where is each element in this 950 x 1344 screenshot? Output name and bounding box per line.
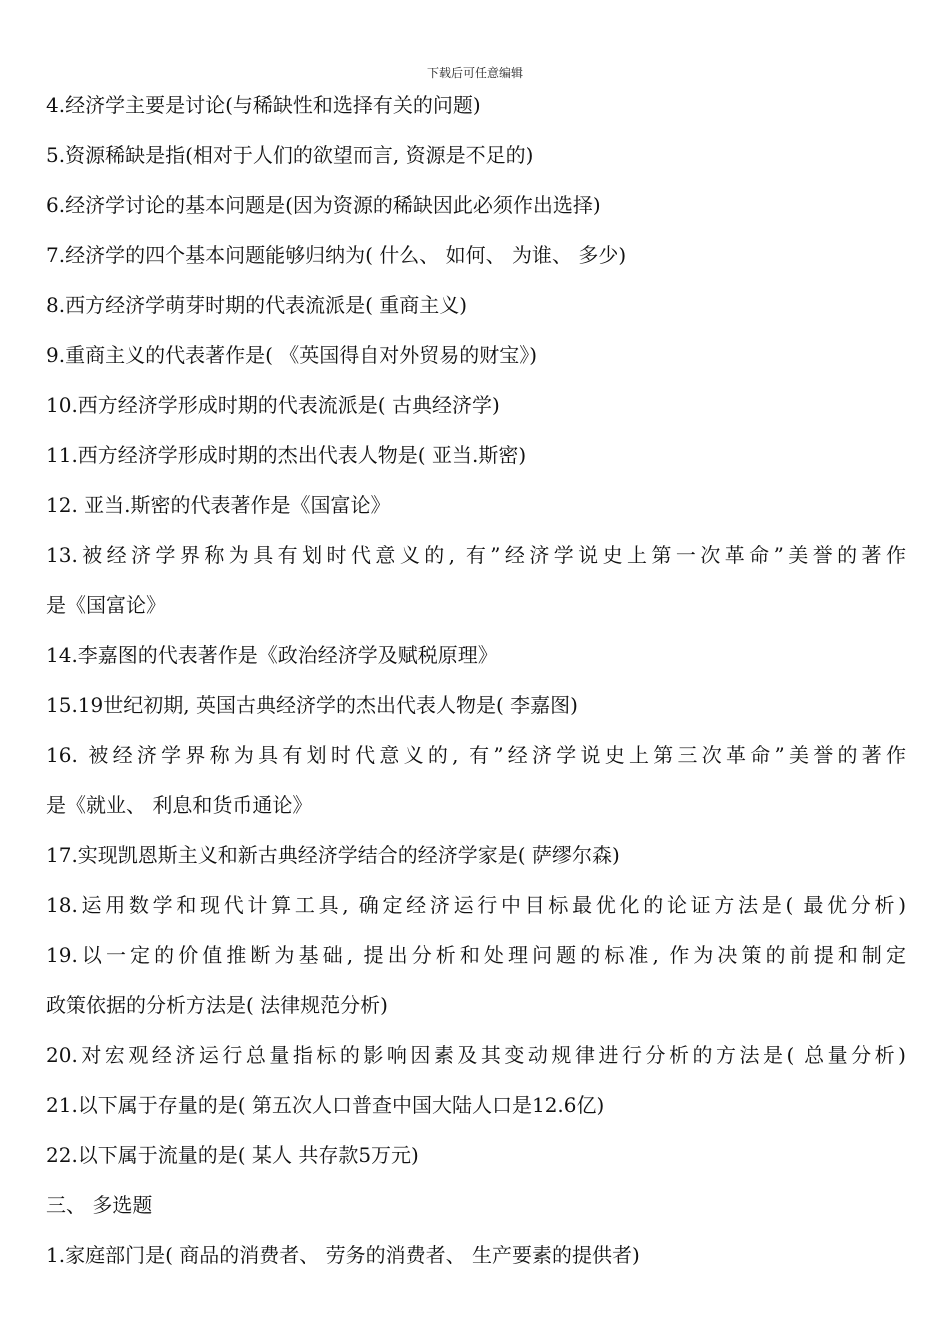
text-line-q13-cont: 是《国富论》 [46, 593, 166, 617]
page-header: 下载后可任意编辑 [426, 66, 523, 80]
text-line-q16: 16. 被经济学界称为具有划时代意义的, 有”经济学说史上第三次革命”美誉的著作 [46, 743, 906, 767]
text-line-q22: 22.以下属于流量的是( 某人 共存款5万元) [46, 1143, 419, 1167]
text-line-q17: 17.实现凯恩斯主义和新古典经济学结合的经济学家是( 萨缪尔森) [46, 843, 620, 867]
text-line-q9: 9.重商主义的代表著作是( 《英国得自对外贸易的财宝》) [46, 343, 538, 367]
section-heading-multiple-choice: 三、 多选题 [46, 1193, 153, 1217]
document-body [46, 80, 906, 1280]
text-line-q7: 7.经济学的四个基本问题能够归纳为( 什么、 如何、 为谁、 多少) [46, 243, 627, 267]
text-line-q11: 11.西方经济学形成时期的杰出代表人物是( 亚当.斯密) [46, 443, 527, 467]
text-line-q5: 5.资源稀缺是指(相对于人们的欲望而言, 资源是不足的) [46, 143, 534, 167]
text-line-mc1: 1.家庭部门是( 商品的消费者、 劳务的消费者、 生产要素的提供者) [46, 1243, 640, 1267]
text-line-q21: 21.以下属于存量的是( 第五次人口普查中国大陆人口是12.6亿) [46, 1093, 605, 1117]
text-line-q19-cont: 政策依据的分析方法是( 法律规范分析) [46, 993, 388, 1017]
text-line-q20: 20.对宏观经济运行总量指标的影响因素及其变动规律进行分析的方法是( 总量分析) [46, 1043, 906, 1067]
text-line-q10: 10.西方经济学形成时期的代表流派是( 古典经济学) [46, 393, 500, 417]
text-line-q16-cont: 是《就业、 利息和货币通论》 [46, 793, 313, 817]
text-line-q19: 19.以一定的价值推断为基础, 提出分析和处理问题的标准, 作为决策的前提和制定 [46, 943, 906, 967]
text-line-q4: 4.经济学主要是讨论(与稀缺性和选择有关的问题) [46, 93, 481, 117]
text-line-q6: 6.经济学讨论的基本问题是(因为资源的稀缺因此必须作出选择) [46, 193, 601, 217]
text-line-q8: 8.西方经济学萌芽时期的代表流派是( 重商主义) [46, 293, 468, 317]
text-line-q12: 12. 亚当.斯密的代表著作是《国富论》 [46, 493, 391, 517]
text-line-q14: 14.李嘉图的代表著作是《政治经济学及赋税原理》 [46, 643, 498, 667]
text-line-q18: 18.运用数学和现代计算工具, 确定经济运行中目标最优化的论证方法是( 最优分析) [46, 893, 906, 917]
text-line-q15: 15.19世纪初期, 英国古典经济学的杰出代表人物是( 李嘉图) [46, 693, 578, 717]
text-line-q13: 13.被经济学界称为具有划时代意义的, 有”经济学说史上第一次革命”美誉的著作 [46, 543, 906, 567]
